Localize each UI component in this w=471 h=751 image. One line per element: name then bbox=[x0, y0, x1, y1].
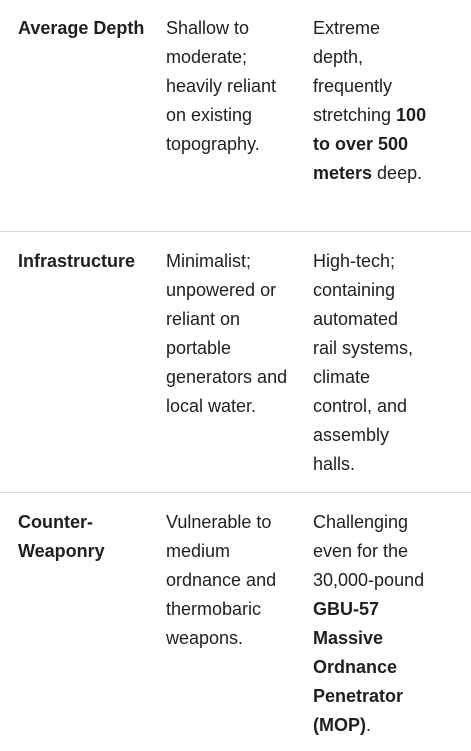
table-cell-text: . bbox=[366, 715, 372, 735]
row-label-text: Average Depth bbox=[18, 18, 145, 38]
row-label bbox=[18, 247, 158, 276]
table-cell bbox=[313, 247, 427, 479]
row-label bbox=[18, 508, 158, 566]
table-cell-text: High-tech; containing automated rail systems, climate control, and assembly halls. bbox=[313, 251, 414, 474]
table-cell bbox=[166, 508, 296, 653]
table-cell bbox=[313, 14, 427, 188]
table-row bbox=[0, 232, 471, 493]
table-cell-text: deep. bbox=[372, 163, 423, 183]
table-cell bbox=[313, 508, 427, 740]
table-cell-bold-text: 100 to over 500 meters bbox=[313, 105, 427, 183]
table-cell-text: Vulnerable to medium ordnance and thermobaric weapons. bbox=[166, 512, 277, 648]
table-cell-text: Shallow to moderate; heavily reliant on existing topography. bbox=[166, 18, 277, 154]
row-label-text: Infrastructure bbox=[18, 251, 136, 271]
table-cell bbox=[166, 14, 296, 159]
table-cell-text: Extreme depth, frequently stretching bbox=[313, 18, 397, 125]
table-cell-text: Minimalist; unpowered or reliant on portable generators and local water. bbox=[166, 251, 288, 416]
table-cell bbox=[166, 247, 296, 421]
table-row bbox=[0, 0, 471, 232]
table-row bbox=[0, 493, 471, 751]
row-label bbox=[18, 14, 158, 43]
row-label-text: Counter-Weaponry bbox=[18, 512, 105, 561]
table-cell-bold-text: GBU-57 Massive Ordnance Penetrator (MOP) bbox=[313, 599, 404, 735]
table-cell-text: Challenging even for the 30,000-pound bbox=[313, 512, 425, 590]
